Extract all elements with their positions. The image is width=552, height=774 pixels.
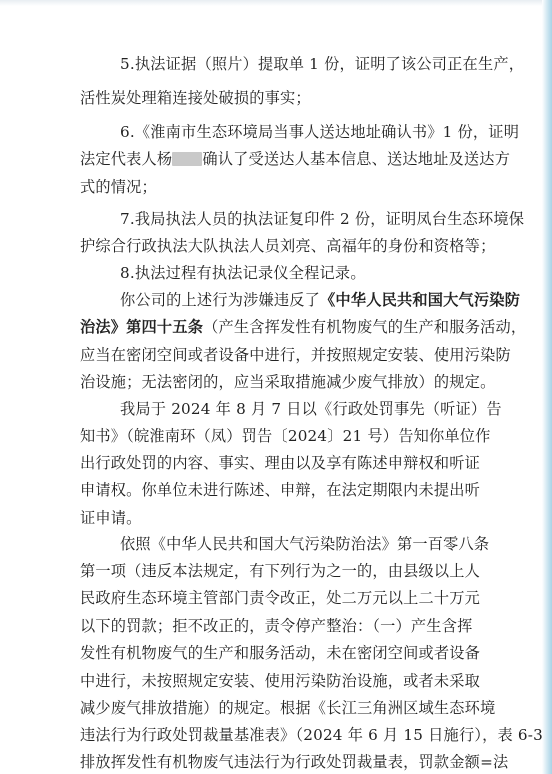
text-segment: 应当在密闭空间或者设备中进行，并按照规定安装、使用污染防: [80, 346, 511, 364]
text-segment: 排放挥发性有机物废气违法行为行政处罚裁量表，罚款金额=法: [80, 753, 509, 771]
page-right-edge: [542, 0, 552, 774]
text-line: [80, 506, 532, 530]
text-line: [80, 696, 532, 720]
text-segment: 我局于 2024 年 8 月 7 日以《行政处罚事先（听证）告: [120, 400, 502, 418]
text-line: [80, 451, 532, 475]
text-line: [80, 315, 532, 339]
text-segment: 发性有机物废气的生产和服务活动，未在密闭空间或者设备: [80, 644, 481, 662]
text-line: [80, 614, 532, 638]
text-line: [120, 261, 532, 285]
text-line: [80, 669, 532, 693]
text-segment: 减少废气排放措施）的规定。根据《长江三角洲区域生态环境: [80, 699, 496, 717]
text-line: [80, 723, 543, 747]
text-segment: 确认了受送达人基本信息、送达地址及送达方: [202, 150, 511, 168]
text-segment: 申请权。你单位未进行陈述、申辩，在法定期限内未提出听: [80, 481, 481, 499]
text-line: [80, 86, 532, 110]
redacted-name-block: [172, 152, 202, 166]
text-line: [80, 424, 532, 448]
text-line: [120, 397, 532, 421]
text-segment: 8.执法过程有执法记录仪全程记录。: [120, 264, 366, 282]
text-segment: 中进行，未按照规定安装、使用污染防治设施，或者未采取: [80, 672, 481, 690]
text-segment: 式的情况；: [80, 178, 157, 196]
text-segment: 治设施；无法密闭的，应当采取措施减少废气排放）的规定。: [80, 373, 496, 391]
text-segment: 7.我局执法人员的执法证复印件 2 份，证明凤台生态环境保: [120, 210, 525, 228]
text-segment: 民政府生态环境主管部门责令改正，处二万元以上二十万元: [80, 589, 481, 607]
text-line: [80, 147, 532, 171]
text-segment: 违法行为行政处罚裁量基准表》（2024 年 6 月 15 日施行），表 6-3: [80, 726, 543, 744]
text-line: [120, 120, 532, 144]
text-segment: 知书》（皖淮南环（凤）罚告〔2024〕21 号）告知你单位作: [80, 427, 491, 445]
text-segment: 6.《淮南市生态环境局当事人送达地址确认书》1 份，证明: [120, 123, 520, 141]
text-segment: 依照《中华人民共和国大气污染防治法》第一百零八条: [120, 535, 490, 553]
text-segment: 以下的罚款；拒不改正的，责令停产整治：（一）产生含挥: [80, 617, 473, 635]
text-line: [80, 559, 532, 583]
text-line: [120, 52, 532, 76]
text-line: [120, 532, 532, 556]
text-segment: 你公司的上述行为涉嫌违反了: [120, 291, 321, 309]
text-line: [80, 175, 532, 199]
text-line: [80, 641, 532, 665]
text-line: [80, 750, 532, 774]
text-line: [80, 343, 532, 367]
text-segment: 5.执法证据（照片）提取单 1 份，证明了该公司正在生产，: [120, 55, 525, 73]
text-line: [120, 288, 532, 312]
text-segment: 证申请。: [80, 509, 142, 527]
text-line: [80, 370, 532, 394]
bold-text: 《中华人民共和国大气污染防: [320, 291, 521, 309]
text-segment: （产生含挥发性有机物废气的生产和服务活动，: [203, 318, 527, 336]
text-line: [80, 478, 532, 502]
text-segment: 出行政处罚的内容、事实、理由以及享有陈述申辩权和听证: [80, 454, 481, 472]
text-line: [120, 207, 532, 231]
text-segment: 法定代表人杨: [80, 150, 173, 168]
text-line: [80, 586, 532, 610]
page-top-shadow: [0, 0, 552, 6]
text-segment: 第一项（违反本法规定，有下列行为之一的，由县级以上人: [80, 562, 481, 580]
text-segment: 护综合行政执法大队执法人员刘亮、高福年的身份和资格等；: [80, 237, 496, 255]
text-line: [80, 234, 532, 258]
text-segment: 活性炭处理箱连接处破损的事实；: [80, 89, 311, 107]
bold-text: 治法》第四十五条: [80, 318, 204, 336]
